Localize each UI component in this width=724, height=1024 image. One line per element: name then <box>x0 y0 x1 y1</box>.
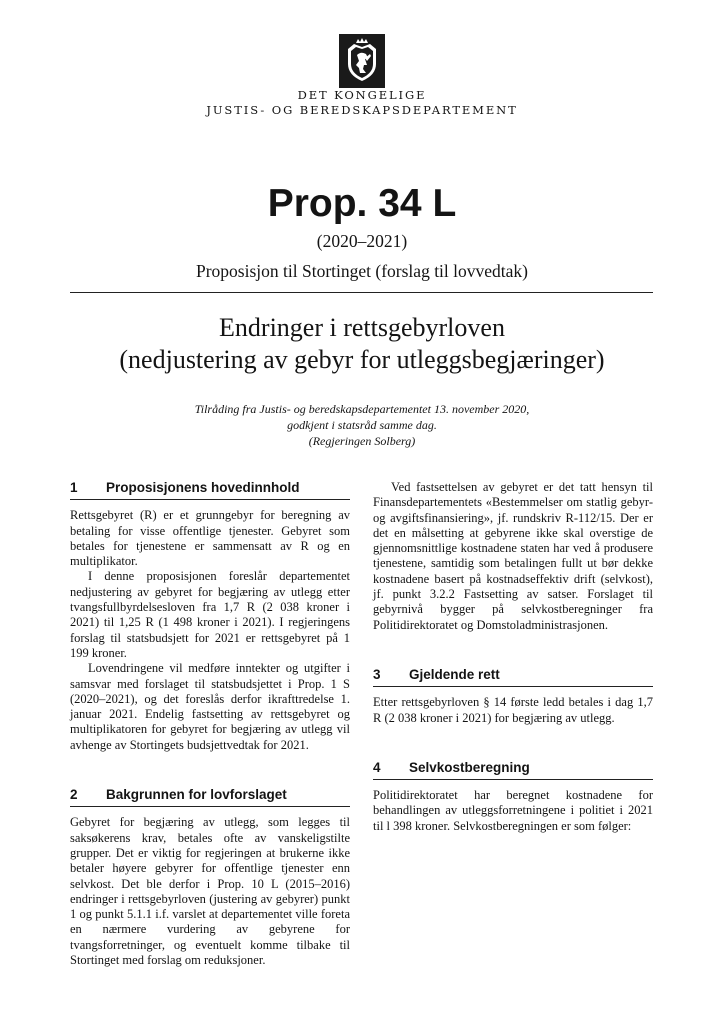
section-number: 3 <box>373 666 381 682</box>
session-years: (2020–2021) <box>316 231 408 251</box>
left-column <box>70 480 350 968</box>
section-title: Proposisjonens hovedinnhold <box>106 480 300 495</box>
approval-note <box>0 401 724 449</box>
right-column <box>373 480 653 834</box>
department-name-line1: DET KONGELIGE <box>297 88 427 102</box>
header-divider <box>70 292 653 293</box>
proposition-type: Proposisjon til Stortinget (forslag til lovvedtak) <box>196 261 528 281</box>
section-title: Bakgrunnen for lovforslaget <box>106 787 287 803</box>
paragraph: Etter rettsgebyrloven § 14 første ledd betales i dag 1,7 R (2 038 kroner i 2021) for begjæring av utlegg. <box>373 695 653 725</box>
section-heading <box>373 667 653 687</box>
section-title: Selvkostberegning <box>409 759 530 775</box>
section-number: 1 <box>70 480 78 495</box>
norwegian-lion-crest-icon <box>339 34 385 88</box>
title-line1: Endringer i rettsgebyrloven <box>219 313 505 342</box>
section-title: Gjeldende rett <box>409 666 500 682</box>
title-line2: (nedjustering av gebyr for utleggsbegjæringer) <box>119 345 605 374</box>
approval-line2: godkjent i statsråd samme dag. <box>287 418 437 432</box>
paragraph: Rettsgebyret (R) er et grunngebyr for beregning av betaling for visse offentlige tjenester. Gebyret som betales for tjenestene er sammensatt av R og en multiplikator. <box>70 508 350 569</box>
approval-line3: (Regjeringen Solberg) <box>308 434 416 448</box>
paragraph: Lovendringene vil medføre inntekter og utgifter i samsvar med forslaget til statsbudsjettet i Prop. 1 S (2020–2021), og det foreslås derfor ikrafttredelse 1. januar 2021. Endelig fastsetting av rettsgebyret og multiplikatoren for gebyret for begjæring av utlegg vil avhenge av Stortingets budsjettvedtak for 2021. <box>70 661 350 752</box>
paragraph: Politidirektoratet har beregnet kostnadene for behandlingen av utleggsforretningene i politiet i 2021 til l 398 kroner. Selvkostberegningen er som følger: <box>373 788 653 833</box>
section-number: 4 <box>373 759 381 775</box>
section-heading <box>70 787 350 807</box>
proposition-number: Prop. 34 L <box>267 182 457 225</box>
paragraph: Gebyret for begjæring av utlegg, som legges til saksøkerens krav, betales ofte av vanskeligstilte grupper. Det er viktig for regjeringen at brukerne ikke betaler høyere gebyrer for offentlige tjenester enn selvkost. Det ble derfor i Prop. 10 L (2015–2016) endringer i rettsgebyrloven (justering av gebyrer) punkt 1 og punkt 5.1.1 i.f. varslet at departementet ville foreta en nærmere vurdering av gebyrene for tvangsforretninger, og eventuelt komme tilbake til Stortinget med forslag om reduksjoner. <box>70 815 350 968</box>
approval-line1: Tilråding fra Justis- og beredskapsdepartementet 13. november 2020, <box>194 402 530 416</box>
section-heading <box>70 480 350 500</box>
section-heading <box>373 760 653 780</box>
section-number: 2 <box>70 787 78 803</box>
document-title <box>0 312 724 376</box>
paragraph: I denne proposisjonen foreslår departementet nedjustering av gebyret for begjæring av utlegg etter tvangsfullbyrdelsesloven fra 1,7 R (2 038 kroner i 2021) til 1,25 R (1 498 kroner i 2021). I regjeringens forslag til statsbudsjett for 2021 er rettsgebyret på 1 199 kroner. <box>70 569 350 660</box>
department-name-line2: JUSTIS- OG BEREDSKAPSDEPARTEMENT <box>206 103 518 117</box>
paragraph: Ved fastsettelsen av gebyret er det tatt hensyn til Finansdepartementets «Bestemmelser om statlig gebyr- og avgiftsfinansiering», jf. rundskriv R-112/15. Der er det en målsetting at gebyrene ikke skal overstige de gjennomsnittlige kostnadene staten har ved å produsere tjenestene, samtidig som betalingen fullt ut bør dekke kostnadene basert på kostnadseffektiv drift (selvkost), jf. punkt 3.2.2 Fastsetting av satser. Forslaget til gebyrnivå bygger på selvkostberegninger fra Politidirektoratet og Domstoladministrasjonen. <box>373 480 653 632</box>
